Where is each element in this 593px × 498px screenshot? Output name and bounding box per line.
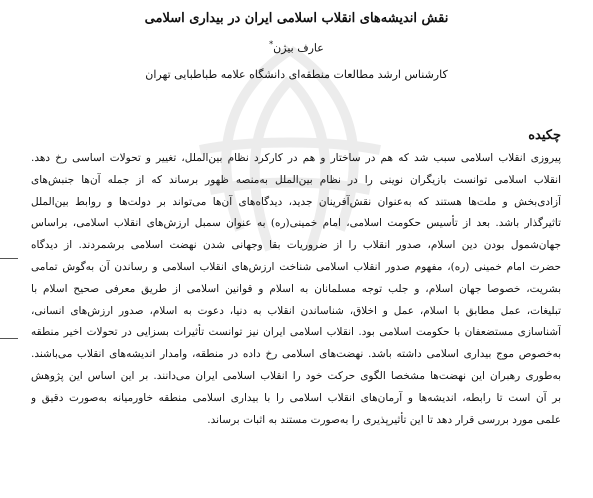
abstract-line: آشناسازی مستضعفان با حکومت اسلامی بود. انقلاب اسلامی ایران نیز توانست تأثیرات بسزایی در تحولات اخیر منطقه — [31, 326, 561, 339]
margin-rule — [0, 338, 18, 339]
abstract-line: بشریت، خصوصا جهان اسلام، و جلب توجه مسلمانان به اسلام و قوانین اسلامی از طریق معرفی صحیح اسلام با — [31, 282, 561, 295]
abstract-line: تبلیغات، عمل مطابق با اسلام، عمل و اخلاق، شناساندن انقلاب به دنیا، دعوت به اسلام، صدور ارزش‌های انسانی، — [31, 304, 561, 317]
abstract-heading: چکیده — [528, 128, 561, 143]
abstract-line: به‌طوری رهبران این نهضت‌ها مشخصا الگوی حرکت خود را انقلاب اسلامی ایران می‌دانند. بر این اساس این پژوهش — [31, 369, 561, 382]
abstract-line: پیروزی انقلاب اسلامی سبب شد که هم در ساختار و هم در کارکرد نظام بین‌الملل، تغییر و تحولات اساسی رخ دهد. — [31, 152, 561, 164]
abstract-body — [31, 148, 561, 431]
abstract-line: علمی مورد بررسی قرار دهد تا این تأثیرپذیری را به‌صورت مستند به اثبات برساند. — [207, 413, 561, 426]
abstract-line: انقلاب اسلامی توانست بازیگران نوینی را در نظام بین‌الملل به‌منصه ظهور برساند که از جمله آن‌ها جنبش‌های — [31, 173, 561, 186]
author-line — [0, 36, 593, 57]
abstract-line: تاثیرگذار باشد. بعد از تأسیس حکومت اسلامی، امام خمینی(ره) به عنوان سمبل ارزش‌های انقلاب اسلامی، براساس — [31, 217, 561, 230]
abstract-line: حضرت امام خمینی (ره)، مفهوم صدور انقلاب اسلامی شناخت ارزش‌های انقلاب اسلامی و رساندن آن به‌گوش تمامی — [31, 260, 561, 273]
margin-rule — [0, 258, 18, 259]
author-footnote-mark: * — [269, 40, 274, 49]
author-affiliation: کارشناس ارشد مطالعات منطقه‌ای دانشگاه علامه طباطبایی تهران — [145, 67, 448, 81]
abstract-line: جهان‌شمول بودن دین اسلام، صدور انقلاب را از ضروریات بقا وجهانی شدن نهضت اسلامی برشمردند. از دیدگاه — [31, 239, 561, 252]
paper-title: نقش اندیشه‌های انقلاب اسلامی ایران در بیداری اسلامی — [144, 11, 449, 26]
abstract-line: آزادی‌بخش و ملت‌ها هستند که به‌عنوان نقش‌آفرینان جدید، دیدگاه‌های آن‌ها می‌تواند بر دولت‌ها و روابط بین‌الملل — [31, 195, 561, 208]
paper-header — [0, 10, 593, 83]
author-name: عارف بیژن — [273, 41, 324, 55]
abstract-line: به‌خصوص موج بیداری اسلامی داشته باشد. نهضت‌های اسلامی رخ داده در منطقه، وامدار اندیشه‌های انقلاب می‌باشند. — [31, 348, 561, 361]
abstract-line: بر آن است تا رابطه، اندیشه‌ها و آرمان‌های انقلاب اسلامی را با بیداری اسلامی منطقه خاورمیانه به‌صورت دقیق و — [31, 391, 561, 404]
